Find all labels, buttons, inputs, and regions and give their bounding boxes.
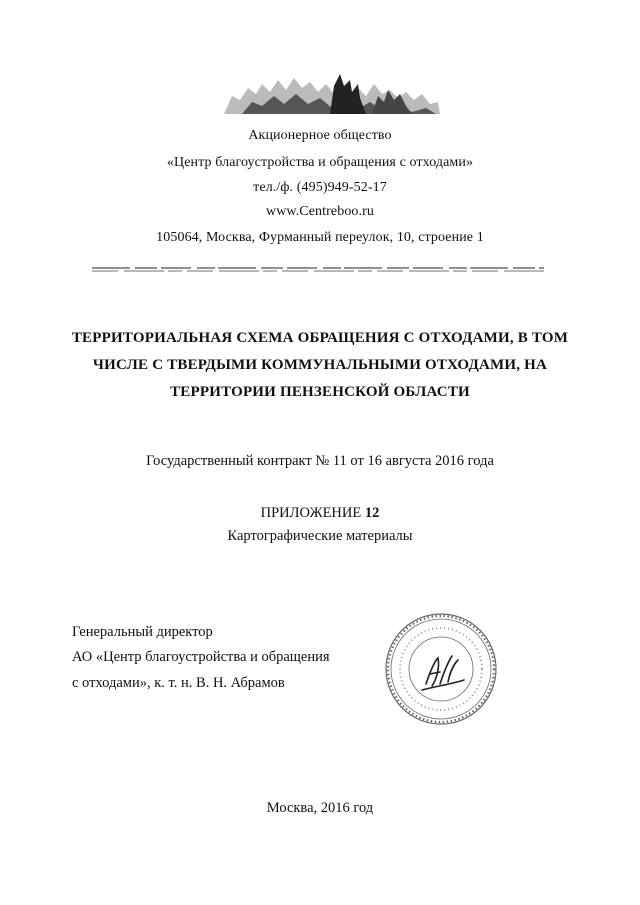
appendix-subtitle: Картографические материалы xyxy=(227,528,413,544)
org-name: Акционерное общество xyxy=(248,128,392,143)
header-divider xyxy=(92,266,544,274)
official-seal-icon xyxy=(382,610,500,728)
org-website: www.Centreboo.ru xyxy=(265,204,374,219)
org-full-name: «Центр благоустройства и обращения с отходами» xyxy=(166,155,474,170)
signatory-title: Генеральный директор xyxy=(72,624,213,640)
place-and-year: Москва, 2016 год xyxy=(266,800,374,816)
signatory-name: с отходами», к. т. н. В. Н. Абрамов xyxy=(72,675,285,691)
document-title-line1: ТЕРРИТОРИАЛЬНАЯ СХЕМА ОБРАЩЕНИЯ С ОТХОДАМИ, В ТОМ xyxy=(71,330,569,346)
signatory-organization: АО «Центр благоустройства и обращения xyxy=(72,649,330,665)
appendix-heading xyxy=(0,505,640,522)
appendix-label: ПРИЛОЖЕНИЕ xyxy=(260,505,362,521)
document-title-line3: ТЕРРИТОРИИ ПЕНЗЕНСКОЙ ОБЛАСТИ xyxy=(170,384,470,400)
appendix-number: 12 xyxy=(364,505,380,521)
contract-info: Государственный контракт № 11 от 16 августа 2016 года xyxy=(146,453,494,469)
org-address: 105064, Москва, Фурманный переулок, 10, строение 1 xyxy=(156,230,484,245)
company-logo xyxy=(222,66,442,116)
org-phone: тел./ф. (495)949-52-17 xyxy=(253,180,387,195)
document-title-line2: ЧИСЛЕ С ТВЕРДЫМИ КОММУНАЛЬНЫМИ ОТХОДАМИ, НА xyxy=(92,357,548,373)
